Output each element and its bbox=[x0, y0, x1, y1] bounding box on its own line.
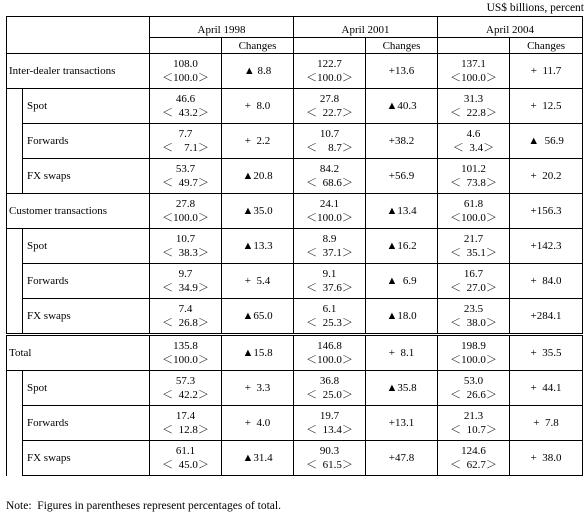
value-cell bbox=[438, 54, 510, 89]
changes-header-1998: Changes bbox=[222, 38, 294, 54]
table-row bbox=[7, 264, 583, 299]
change-cell: + 11.7 bbox=[510, 54, 583, 89]
table-row bbox=[7, 194, 583, 229]
share-value: ＜ 22.7＞ bbox=[306, 107, 353, 119]
value-cell bbox=[294, 406, 366, 441]
share-value: ＜100.0＞ bbox=[162, 212, 209, 224]
change-cell: +38.2 bbox=[366, 124, 438, 159]
row-label-subcategory: FX swaps bbox=[23, 299, 150, 335]
value-header-blank-2004 bbox=[438, 38, 510, 54]
row-indent-spacer bbox=[7, 299, 23, 335]
header-corner bbox=[7, 17, 150, 54]
change-cell: ▲18.0 bbox=[366, 299, 438, 335]
amount-value: 36.8 bbox=[319, 375, 340, 387]
value-cell bbox=[150, 299, 222, 335]
change-cell: ▲16.2 bbox=[366, 229, 438, 264]
share-value: ＜100.0＞ bbox=[162, 354, 209, 366]
value-cell bbox=[294, 335, 366, 371]
amount-value: 19.7 bbox=[319, 410, 340, 422]
amount-value: 90.3 bbox=[319, 445, 340, 457]
amount-value: 7.7 bbox=[178, 128, 193, 140]
share-value: ＜ 61.5＞ bbox=[306, 459, 353, 471]
change-cell: ▲31.4 bbox=[222, 441, 294, 476]
share-value: ＜ 25.0＞ bbox=[306, 389, 353, 401]
row-label-subcategory: FX swaps bbox=[23, 159, 150, 194]
share-value: ＜ 25.3＞ bbox=[306, 317, 353, 329]
value-cell bbox=[150, 406, 222, 441]
change-cell: + 12.5 bbox=[510, 89, 583, 124]
value-cell bbox=[438, 335, 510, 371]
value-cell bbox=[438, 89, 510, 124]
share-value: ＜ 62.7＞ bbox=[450, 459, 497, 471]
change-cell: + 35.5 bbox=[510, 335, 583, 371]
amount-value: 9.7 bbox=[178, 268, 193, 280]
row-indent-spacer bbox=[7, 124, 23, 159]
amount-value: 4.6 bbox=[466, 128, 481, 140]
change-cell: ▲13.3 bbox=[222, 229, 294, 264]
share-value: ＜100.0＞ bbox=[450, 72, 497, 84]
value-cell bbox=[294, 54, 366, 89]
change-cell: ▲13.4 bbox=[366, 194, 438, 229]
change-cell: ▲35.8 bbox=[366, 371, 438, 406]
row-label-subcategory: Spot bbox=[23, 229, 150, 264]
change-cell: + 38.0 bbox=[510, 441, 583, 476]
table-row bbox=[7, 124, 583, 159]
change-cell: +156.3 bbox=[510, 194, 583, 229]
row-label-subcategory: Forwards bbox=[23, 124, 150, 159]
share-value: ＜ 37.1＞ bbox=[306, 247, 353, 259]
value-cell bbox=[150, 335, 222, 371]
table-row bbox=[7, 406, 583, 441]
change-cell: + 3.3 bbox=[222, 371, 294, 406]
amount-value: 137.1 bbox=[461, 58, 486, 70]
value-cell bbox=[438, 264, 510, 299]
row-label-subcategory: Forwards bbox=[23, 264, 150, 299]
row-label-category: Customer transactions bbox=[7, 194, 150, 229]
amount-value: 198.9 bbox=[461, 340, 486, 352]
change-cell: +13.6 bbox=[366, 54, 438, 89]
amount-value: 108.0 bbox=[173, 58, 198, 70]
share-value: ＜100.0＞ bbox=[306, 354, 353, 366]
table-row bbox=[7, 159, 583, 194]
value-cell bbox=[294, 371, 366, 406]
share-value: ＜ 13.4＞ bbox=[306, 424, 353, 436]
value-header-blank-2001 bbox=[294, 38, 366, 54]
row-indent-spacer bbox=[7, 406, 23, 441]
value-cell bbox=[150, 264, 222, 299]
share-value: ＜ 26.8＞ bbox=[162, 317, 209, 329]
share-value: ＜ 68.6＞ bbox=[306, 177, 353, 189]
value-cell bbox=[294, 229, 366, 264]
amount-value: 27.8 bbox=[319, 93, 340, 105]
change-cell: + 84.0 bbox=[510, 264, 583, 299]
share-value: ＜ 49.7＞ bbox=[162, 177, 209, 189]
share-value: ＜100.0＞ bbox=[162, 72, 209, 84]
change-cell: +284.1 bbox=[510, 299, 583, 335]
change-cell: + 8.0 bbox=[222, 89, 294, 124]
share-value: ＜100.0＞ bbox=[306, 72, 353, 84]
value-cell bbox=[150, 371, 222, 406]
value-cell bbox=[438, 194, 510, 229]
share-value: ＜ 38.0＞ bbox=[450, 317, 497, 329]
value-cell bbox=[294, 264, 366, 299]
change-cell: + 5.4 bbox=[222, 264, 294, 299]
amount-value: 16.7 bbox=[463, 268, 484, 280]
value-cell bbox=[150, 229, 222, 264]
change-cell: + 7.8 bbox=[510, 406, 583, 441]
value-cell bbox=[294, 124, 366, 159]
amount-value: 21.7 bbox=[463, 233, 484, 245]
table-row bbox=[7, 89, 583, 124]
value-cell bbox=[294, 159, 366, 194]
change-cell: + 2.2 bbox=[222, 124, 294, 159]
value-cell bbox=[294, 89, 366, 124]
row-indent-spacer bbox=[7, 89, 23, 124]
value-cell bbox=[150, 124, 222, 159]
header-row-periods bbox=[7, 17, 583, 38]
amount-value: 10.7 bbox=[319, 128, 340, 140]
change-cell: ▲ 56.9 bbox=[510, 124, 583, 159]
amount-value: 53.0 bbox=[463, 375, 484, 387]
table-row bbox=[7, 54, 583, 89]
amount-value: 24.1 bbox=[319, 198, 340, 210]
share-value: ＜100.0＞ bbox=[306, 212, 353, 224]
share-value: ＜ 8.7＞ bbox=[306, 142, 353, 154]
share-value: ＜ 12.8＞ bbox=[162, 424, 209, 436]
amount-value: 124.6 bbox=[461, 445, 486, 457]
share-value: ＜100.0＞ bbox=[450, 212, 497, 224]
value-cell bbox=[438, 159, 510, 194]
value-cell bbox=[438, 229, 510, 264]
amount-value: 9.1 bbox=[322, 268, 337, 280]
share-value: ＜ 27.0＞ bbox=[450, 282, 497, 294]
amount-value: 31.3 bbox=[463, 93, 484, 105]
unit-note: US$ billions, percent bbox=[486, 2, 584, 14]
share-value: ＜100.0＞ bbox=[450, 354, 497, 366]
share-value: ＜ 73.8＞ bbox=[450, 177, 497, 189]
amount-value: 101.2 bbox=[461, 163, 486, 175]
row-label-subcategory: Spot bbox=[23, 89, 150, 124]
period-header-2001: April 2001 bbox=[294, 17, 438, 38]
table-row bbox=[7, 441, 583, 476]
value-cell bbox=[438, 124, 510, 159]
share-value: ＜ 3.4＞ bbox=[452, 142, 495, 154]
row-label-category: Total bbox=[7, 335, 150, 371]
table-row bbox=[7, 371, 583, 406]
amount-value: 10.7 bbox=[175, 233, 196, 245]
share-value: ＜ 26.6＞ bbox=[450, 389, 497, 401]
changes-header-2001: Changes bbox=[366, 38, 438, 54]
changes-header-2004: Changes bbox=[510, 38, 583, 54]
change-cell: + 8.1 bbox=[366, 335, 438, 371]
row-indent-spacer bbox=[7, 229, 23, 264]
value-cell bbox=[294, 299, 366, 335]
value-cell bbox=[438, 371, 510, 406]
table-row bbox=[7, 299, 583, 335]
amount-value: 135.8 bbox=[173, 340, 198, 352]
share-value: ＜ 35.1＞ bbox=[450, 247, 497, 259]
row-indent-spacer bbox=[7, 371, 23, 406]
amount-value: 27.8 bbox=[175, 198, 196, 210]
share-value: ＜ 38.3＞ bbox=[162, 247, 209, 259]
period-header-1998: April 1998 bbox=[150, 17, 294, 38]
value-cell bbox=[294, 441, 366, 476]
change-cell: +142.3 bbox=[510, 229, 583, 264]
amount-value: 84.2 bbox=[319, 163, 340, 175]
amount-value: 17.4 bbox=[175, 410, 196, 422]
change-cell: ▲15.8 bbox=[222, 335, 294, 371]
footnote: Note: Figures in parentheses represent percentages of total. bbox=[6, 500, 281, 512]
value-cell bbox=[438, 299, 510, 335]
row-label-subcategory: FX swaps bbox=[23, 441, 150, 476]
value-cell bbox=[150, 54, 222, 89]
value-cell bbox=[150, 194, 222, 229]
change-cell: +56.9 bbox=[366, 159, 438, 194]
change-cell: ▲20.8 bbox=[222, 159, 294, 194]
value-cell bbox=[150, 89, 222, 124]
amount-value: 21.3 bbox=[463, 410, 484, 422]
row-label-category: Inter-dealer transactions bbox=[7, 54, 150, 89]
row-label-subcategory: Forwards bbox=[23, 406, 150, 441]
table-row bbox=[7, 335, 583, 371]
amount-value: 61.1 bbox=[175, 445, 196, 457]
amount-value: 57.3 bbox=[175, 375, 196, 387]
amount-value: 146.8 bbox=[317, 340, 342, 352]
change-cell: ▲65.0 bbox=[222, 299, 294, 335]
row-indent-spacer bbox=[7, 264, 23, 299]
share-value: ＜ 43.2＞ bbox=[162, 107, 209, 119]
amount-value: 46.6 bbox=[175, 93, 196, 105]
change-cell: ▲35.0 bbox=[222, 194, 294, 229]
value-cell bbox=[294, 194, 366, 229]
row-indent-spacer bbox=[7, 441, 23, 476]
amount-value: 61.8 bbox=[463, 198, 484, 210]
share-value: ＜ 7.1＞ bbox=[162, 142, 209, 154]
row-label-subcategory: Spot bbox=[23, 371, 150, 406]
share-value: ＜ 42.2＞ bbox=[162, 389, 209, 401]
value-cell bbox=[438, 441, 510, 476]
share-value: ＜ 34.9＞ bbox=[162, 282, 209, 294]
change-cell: +47.8 bbox=[366, 441, 438, 476]
value-cell bbox=[150, 441, 222, 476]
fx-transactions-table bbox=[6, 16, 583, 476]
change-cell: + 4.0 bbox=[222, 406, 294, 441]
value-cell bbox=[438, 406, 510, 441]
change-cell: +13.1 bbox=[366, 406, 438, 441]
value-cell bbox=[150, 159, 222, 194]
share-value: ＜ 22.8＞ bbox=[450, 107, 497, 119]
amount-value: 8.9 bbox=[322, 233, 337, 245]
share-value: ＜ 37.6＞ bbox=[306, 282, 353, 294]
table-body bbox=[7, 54, 583, 476]
change-cell: ▲ 8.8 bbox=[222, 54, 294, 89]
amount-value: 122.7 bbox=[317, 58, 342, 70]
amount-value: 6.1 bbox=[322, 303, 337, 315]
share-value: ＜ 10.7＞ bbox=[450, 424, 497, 436]
change-cell: + 44.1 bbox=[510, 371, 583, 406]
change-cell: ▲ 6.9 bbox=[366, 264, 438, 299]
amount-value: 7.4 bbox=[178, 303, 193, 315]
share-value: ＜ 45.0＞ bbox=[162, 459, 209, 471]
period-header-2004: April 2004 bbox=[438, 17, 583, 38]
amount-value: 53.7 bbox=[175, 163, 196, 175]
value-header-blank-1998 bbox=[150, 38, 222, 54]
table-row bbox=[7, 229, 583, 264]
change-cell: ▲40.3 bbox=[366, 89, 438, 124]
row-indent-spacer bbox=[7, 159, 23, 194]
change-cell: + 20.2 bbox=[510, 159, 583, 194]
amount-value: 23.5 bbox=[463, 303, 484, 315]
